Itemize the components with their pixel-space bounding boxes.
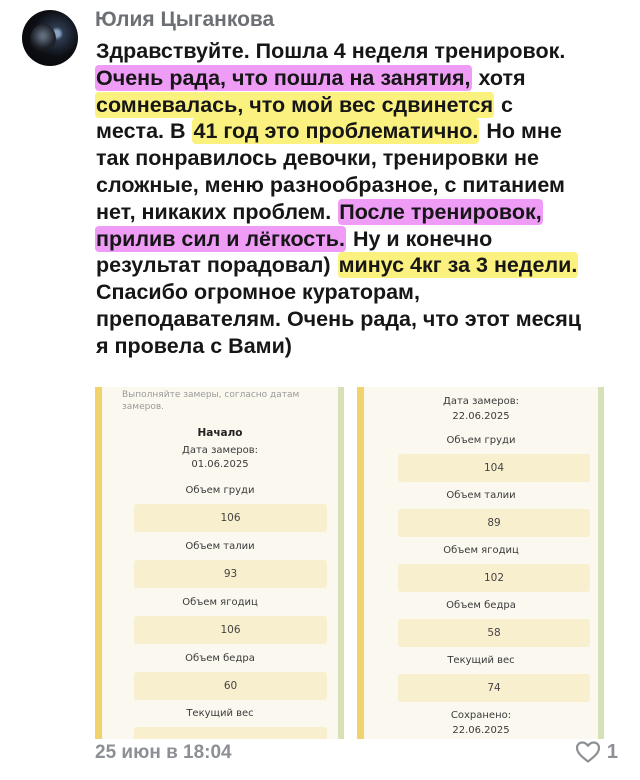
field-label: Текущий вес bbox=[447, 655, 515, 666]
field-label: Текущий вес bbox=[186, 708, 254, 719]
comment-line bbox=[95, 92, 625, 119]
comment-text-segment: Ну и конечно bbox=[346, 226, 493, 251]
field-label: Объем ягодиц bbox=[443, 545, 519, 556]
highlighted-text: 41 год это проблематично. bbox=[193, 119, 479, 144]
comment-line bbox=[95, 118, 625, 145]
comment-text bbox=[95, 38, 625, 360]
comment-text-segment: Здравствуйте. Пошла 4 неделя тренировок. bbox=[96, 39, 566, 63]
heart-icon bbox=[575, 740, 601, 764]
comment-line bbox=[95, 252, 625, 279]
saved-value: 22.06.2025 bbox=[452, 725, 510, 736]
card-note: Выполняйте замеры, согласно датам замеров. bbox=[122, 390, 300, 412]
comment-line bbox=[95, 38, 625, 65]
highlighted-text: сомневалась, что мой вес сдвинется bbox=[96, 92, 494, 117]
field-label: Объем груди bbox=[185, 485, 255, 496]
date-label: Дата замеров: bbox=[182, 445, 258, 456]
field-value[interactable]: 74 bbox=[398, 674, 590, 702]
field-value[interactable]: 104 bbox=[398, 454, 590, 482]
comment-line bbox=[95, 333, 625, 360]
comment-text-segment: с bbox=[495, 92, 513, 117]
date-label: Дата замеров: bbox=[443, 396, 519, 407]
like-count: 1 bbox=[606, 740, 618, 763]
like-button[interactable] bbox=[575, 740, 618, 764]
avatar[interactable] bbox=[22, 10, 78, 66]
comment-line bbox=[95, 279, 625, 306]
field-label: Объем бедра bbox=[446, 600, 516, 611]
field-value[interactable]: 93 bbox=[134, 560, 327, 588]
comment-line bbox=[95, 226, 625, 253]
highlighted-text: Очень рада, что пошла на занятия, bbox=[96, 65, 471, 90]
author-name[interactable]: Юлия Цыганкова bbox=[95, 8, 275, 31]
comment-timestamp[interactable]: 25 июн в 18:04 bbox=[95, 742, 232, 763]
comment-line bbox=[95, 306, 625, 333]
comment-text-segment: Но мне bbox=[480, 119, 562, 144]
field-value[interactable]: 58 bbox=[398, 619, 590, 647]
comment-text-segment: нет, никаких проблем. bbox=[96, 199, 338, 224]
comment-line bbox=[95, 145, 625, 172]
field-value[interactable]: 60 bbox=[134, 672, 327, 700]
comment-line bbox=[95, 172, 625, 199]
highlighted-text: прилив сил и лёгкость. bbox=[96, 226, 345, 251]
field-value[interactable]: 89 bbox=[398, 509, 590, 537]
field-label: Объем талии bbox=[185, 541, 255, 552]
field-label: Объем ягодиц bbox=[182, 597, 258, 608]
highlighted-text: После тренировок, bbox=[339, 199, 542, 224]
field-value[interactable]: 102 bbox=[398, 564, 590, 592]
date-value: 01.06.2025 bbox=[191, 459, 249, 470]
field-value[interactable]: 106 bbox=[134, 504, 327, 532]
card-heading: Начало bbox=[197, 427, 243, 439]
comment-text-segment: места. В bbox=[96, 119, 192, 144]
measurement-card-start bbox=[95, 387, 344, 739]
comment-text-segment: Спасибо огромное кураторам, bbox=[96, 280, 420, 305]
comment-text-segment: я провела с Вами) bbox=[96, 333, 292, 358]
comment-text-segment: преподавателям. Очень рада, что этот месяц bbox=[96, 306, 581, 331]
saved-label: Сохранено: bbox=[450, 710, 512, 721]
comment-text-segment: сложные, меню разнообразное, с питанием bbox=[96, 172, 565, 197]
field-value[interactable] bbox=[134, 727, 327, 739]
comment-line bbox=[95, 65, 625, 92]
comment-text-segment: так понравилось девочки, тренировки не bbox=[96, 146, 539, 171]
highlighted-text: минус 4кг за 3 недели. bbox=[338, 253, 578, 278]
field-label: Объем бедра bbox=[185, 653, 255, 664]
comment-line bbox=[95, 199, 625, 226]
field-label: Объем груди bbox=[446, 435, 516, 446]
field-label: Объем талии bbox=[446, 490, 516, 501]
field-value[interactable]: 106 bbox=[134, 616, 327, 644]
measurement-card-current bbox=[357, 387, 604, 739]
date-value: 22.06.2025 bbox=[452, 411, 510, 422]
comment-text-segment: результат порадовал) bbox=[96, 253, 337, 278]
comment-text-segment: хотя bbox=[472, 65, 526, 90]
